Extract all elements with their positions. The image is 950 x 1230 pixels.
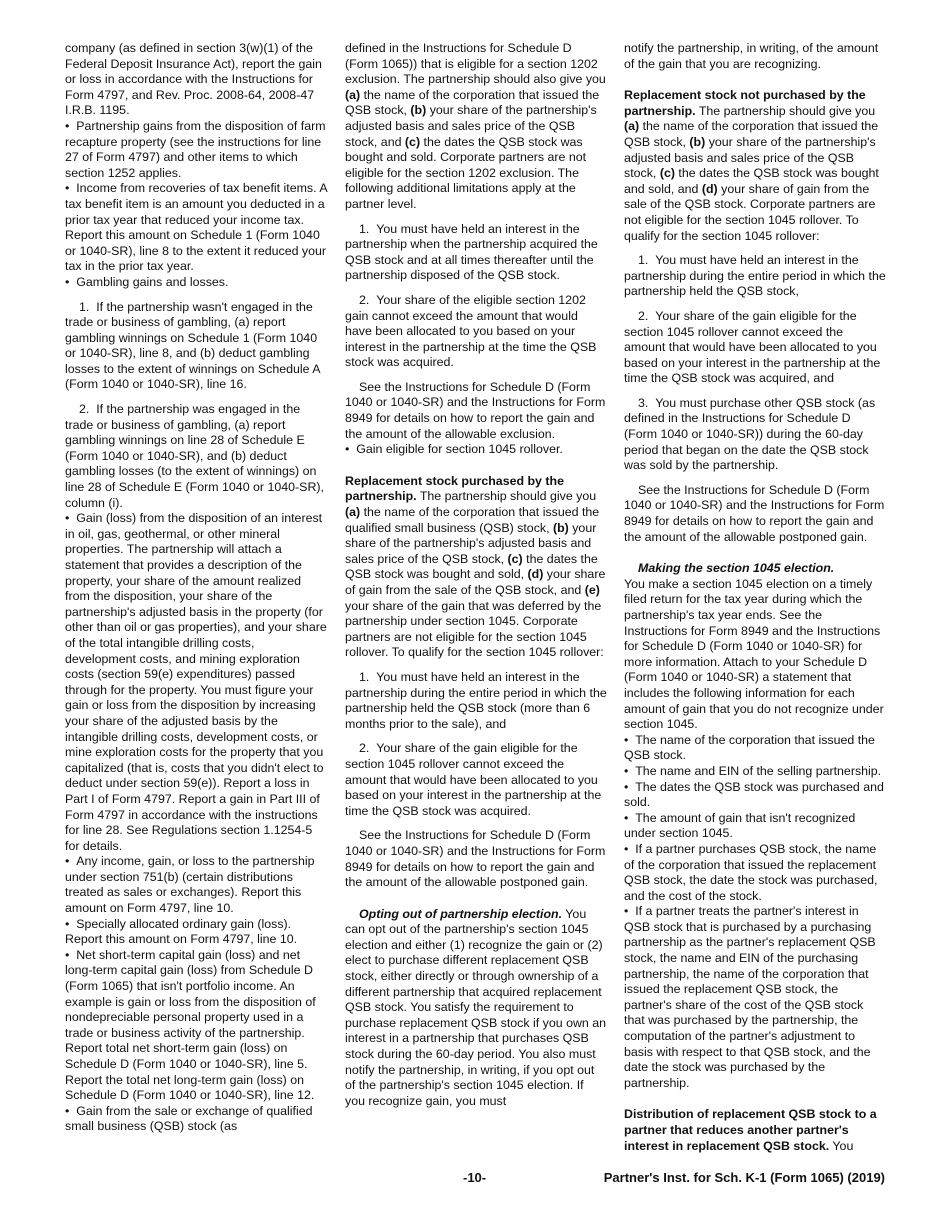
bullet-item: • Net short-term capital gain (loss) and net long-term capital gain (loss) from Schedule D (Form 1065) that isn't portfolio income. An example is gain or loss from the disposition of nondepreciable personal property used in a trade or business activity of the partnership. Report total net short-term gain (loss) on Schedule D (Form 1040 or 1040-SR), line 5. Report the total net long-term gain (loss) on Schedule D (Form 1040 or 1040-SR), line 12. xyxy=(65,948,327,1104)
paragraph: defined in the Instructions for Schedule D (Form 1065)) that is eligible for a section 1202 exclusion. The partnership should also give you (a) the name of the corporation that issued the QSB stock, (b) your share of the partnership's adjusted basis and sales price of the QSB stock, and (c) the dates the QSB stock was bought and sold. Corporate partners are not eligible for the section 1202 exclusion. The following additional limitations apply at the partner level. xyxy=(345,41,606,211)
numbered-item: 2. Your share of the eligible section 1202 gain cannot exceed the amount that would have been allocated to you based on your interest in the partnership at the time the QSB stock was acquired. xyxy=(345,292,597,370)
bullet-item: • The amount of gain that isn't recognized under section 1045. xyxy=(624,811,886,842)
paragraph: Replacement stock not purchased by the partnership. The partnership should give you (a) the name of the corporation that issued the QSB stock, (b) your share of the partnership's adjusted basis and sales price of the QSB stock, (c) the dates the QSB stock was bought and sold, and (d) your share of gain from the sale of the QSB stock. Corporate partners are not eligible for the section 1045 rollover. To qualify for the section 1045 rollover: xyxy=(624,88,879,243)
bullet-item: • The name of the corporation that issued the QSB stock. xyxy=(624,733,886,764)
footer-title: Partner's Inst. for Sch. K-1 (Form 1065) (2019) xyxy=(603,1170,885,1185)
bullet-item: • Gain eligible for section 1045 rollover. xyxy=(345,442,607,458)
bullet-item: • Gain (loss) from the disposition of an interest in oil, gas, geothermal, or other mineral properties. The partnership will attach a statement that provides a description of the property, your share of the amount realized from the disposition, your share of the partnership's adjusted basis in the property (for other than oil or gas properties), and your share of the total intangible drilling costs, development costs, and mining exploration costs (section 59(e) expenditures) passed through for the property. You must figure your gain or loss from the disposition by increasing your share of the adjusted basis by the intangible drilling costs, development costs, or mine exploration costs for the property that you capitalized (that is, costs that you didn't elect to deduct under section 59(e)). Report a loss in Part I of Form 4797. Report a gain in Part III of Form 4797 in accordance with the instructions for line 28. See Regulations section 1.1254-5 for details. xyxy=(65,511,327,854)
bullet-item: • The dates the QSB stock was purchased and sold. xyxy=(624,780,886,811)
numbered-item: 2. Your share of the gain eligible for the section 1045 rollover cannot exceed the amount that would have been allocated to you based on your interest in the partnership at the time the QSB stock was acquired, and xyxy=(624,308,881,386)
numbered-item: 2. If the partnership was engaged in the trade or business of gambling, (a) report gambling winnings on line 28 of Schedule E (Form 1040 or 1040-SR), and (b) deduct gambling losses (to the extent of winnings) on line 28 of Schedule E (Form 1040 or 1040-SR), column (i). xyxy=(65,402,324,510)
bullet-item: • Gain from the sale or exchange of qualified small business (QSB) stock (as xyxy=(65,1104,327,1135)
paragraph: See the Instructions for Schedule D (Form 1040 or 1040-SR) and the Instructions for Form 8949 for details on how to report the gain and the amount of the allowable postponed gain. xyxy=(345,828,606,890)
paragraph: See the Instructions for Schedule D (Form 1040 or 1040-SR) and the Instructions for Form 8949 for details on how to report the gain and the amount of the allowable postponed gain. xyxy=(624,482,885,544)
bullet-item: • Income from recoveries of tax benefit items. A tax benefit item is an amount you deducted in a prior tax year that reduced your income tax. Report this amount on Schedule 1 (Form 1040 or 1040-SR), line 8 to the extent it reduced your tax in the prior tax year. xyxy=(65,181,327,275)
section-heading: Opting out of partnership election. xyxy=(359,906,563,921)
numbered-item: 1. You must have held an interest in the partnership when the partnership acquired the QSB stock and at all times thereafter until the partnership disposed of the QSB stock. xyxy=(345,221,598,283)
paragraph: You make a section 1045 election on a timely filed return for the tax year during which the partnership's tax year ends. See the Instructions for Form 8949 and the Instructions for Schedule D (Form 1040 or 1040-SR) for more information. Attach to your Schedule D (Form 1040 or 1040-SR) a statement that includes the following information for each amount of gain that you do not recognize under section 1045. xyxy=(624,576,884,732)
page-number: -10- xyxy=(463,1170,487,1185)
section-heading: Distribution of replacement QSB stock to a partner that reduces another partner's interest in replacement QSB stock. xyxy=(624,1107,877,1153)
bullet-item: • The name and EIN of the selling partnership. xyxy=(624,764,886,780)
numbered-item: 1. If the partnership wasn't engaged in the trade or business of gambling, (a) report gambling winnings on Schedule 1 (Form 1040 or 1040-SR), line 8, and (b) deduct gambling losses to the extent of winnings on Schedule A (Form 1040 or 1040-SR), line 16. xyxy=(65,299,320,392)
paragraph: See the Instructions for Schedule D (Form 1040 or 1040-SR) and the Instructions for Form 8949 for details on how to report the gain and the amount of the allowable exclusion. xyxy=(345,379,606,441)
bullet-item: • Partnership gains from the disposition of farm recapture property (see the instructions for line 27 of Form 4797) and other items to which section 1252 applies. xyxy=(65,119,327,181)
section-heading: Replacement stock not purchased by the partnership. xyxy=(624,88,866,118)
bullet-item: • Gambling gains and losses. xyxy=(65,275,327,291)
column-left xyxy=(65,41,327,1135)
paragraph: Replacement stock purchased by the partnership. The partnership should give you (a) the name of the corporation that issued the qualified small business (QSB) stock, (b) your share of the partnership's adjusted basis and sales price of the QSB stock, (c) the dates the QSB stock was bought and sold, (d) your share of gain from the sale of the QSB stock, and (e) your share of the gain that was deferred by the partnership under section 1045. Corporate partners are not eligible for the section 1045 rollover. To qualify for the section 1045 rollover: xyxy=(345,473,606,660)
column-middle xyxy=(345,41,607,1109)
numbered-item: 1. You must have held an interest in the partnership during the entire period in which the partnership held the QSB stock (more than 6 months prior to the sale), and xyxy=(345,669,607,731)
paragraph: Distribution of replacement QSB stock to a partner that reduces another partner's interest in replacement QSB stock. You xyxy=(624,1107,877,1153)
paragraph: notify the partnership, in writing, of the amount of the gain that you are recognizing. xyxy=(624,41,879,71)
bullet-item: • Any income, gain, or loss to the partnership under section 751(b) (certain distributions treated as sales or exchanges). Report this amount on Form 4797, line 10. xyxy=(65,854,327,916)
numbered-item: 1. You must have held an interest in the partnership during the entire period in which the partnership held the QSB stock, xyxy=(624,253,886,299)
page-footer xyxy=(0,1170,950,1190)
numbered-item: 3. You must purchase other QSB stock (as defined in the Instructions for Schedule D (Form 1040 or 1040-SR)) during the 60-day period that began on the date the QSB stock was sold by the partnership. xyxy=(624,395,876,473)
bullet-item: • If a partner treats the partner's interest in QSB stock that is purchased by a purchasing partnership as the partner's replacement QSB stock, the name and EIN of the purchasing partnership, the name of the corporation that issued the replacement QSB stock, the partner's share of the cost of the QSB stock that was purchased by the partnership, the computation of the partner's adjustment to basis with respect to that QSB stock, and the date the stock was purchased by the partnership. xyxy=(624,904,886,1091)
section-heading: Making the section 1045 election. xyxy=(638,561,835,576)
paragraph: company (as defined in section 3(w)(1) of the Federal Deposit Insurance Act), report the gain or loss in accordance with the Instructions for Form 4797, and Rev. Proc. 2008-64, 2008-47 I.R.B. 1195. xyxy=(65,41,322,118)
paragraph: Opting out of partnership election. You can opt out of the partnership's section 1045 election and either (1) recognize the gain or (2) elect to purchase different replacement QSB stock, either directly or through ownership of a different partnership that acquired replacement QSB stock. You satisfy the requirement to purchase replacement QSB stock if you own an interest in a partnership that purchases QSB stock during the 60-day period. You also must notify the partnership, in writing, if you opt out of the partnership's section 1045 election. If you recognize gain, you must xyxy=(345,906,607,1108)
section-heading: Replacement stock purchased by the partnership. xyxy=(345,473,564,504)
bullet-item: • If a partner purchases QSB stock, the name of the corporation that issued the replacement QSB stock, the date the stock was purchased, and the cost of the stock. xyxy=(624,842,886,904)
numbered-item: 2. Your share of the gain eligible for the section 1045 rollover cannot exceed the amount that would have been allocated to you based on your interest in the partnership at the time the QSB stock was acquired. xyxy=(345,741,602,818)
column-right xyxy=(624,41,886,1154)
bullet-item: • Specially allocated ordinary gain (loss). Report this amount on Form 4797, line 10. xyxy=(65,917,327,948)
